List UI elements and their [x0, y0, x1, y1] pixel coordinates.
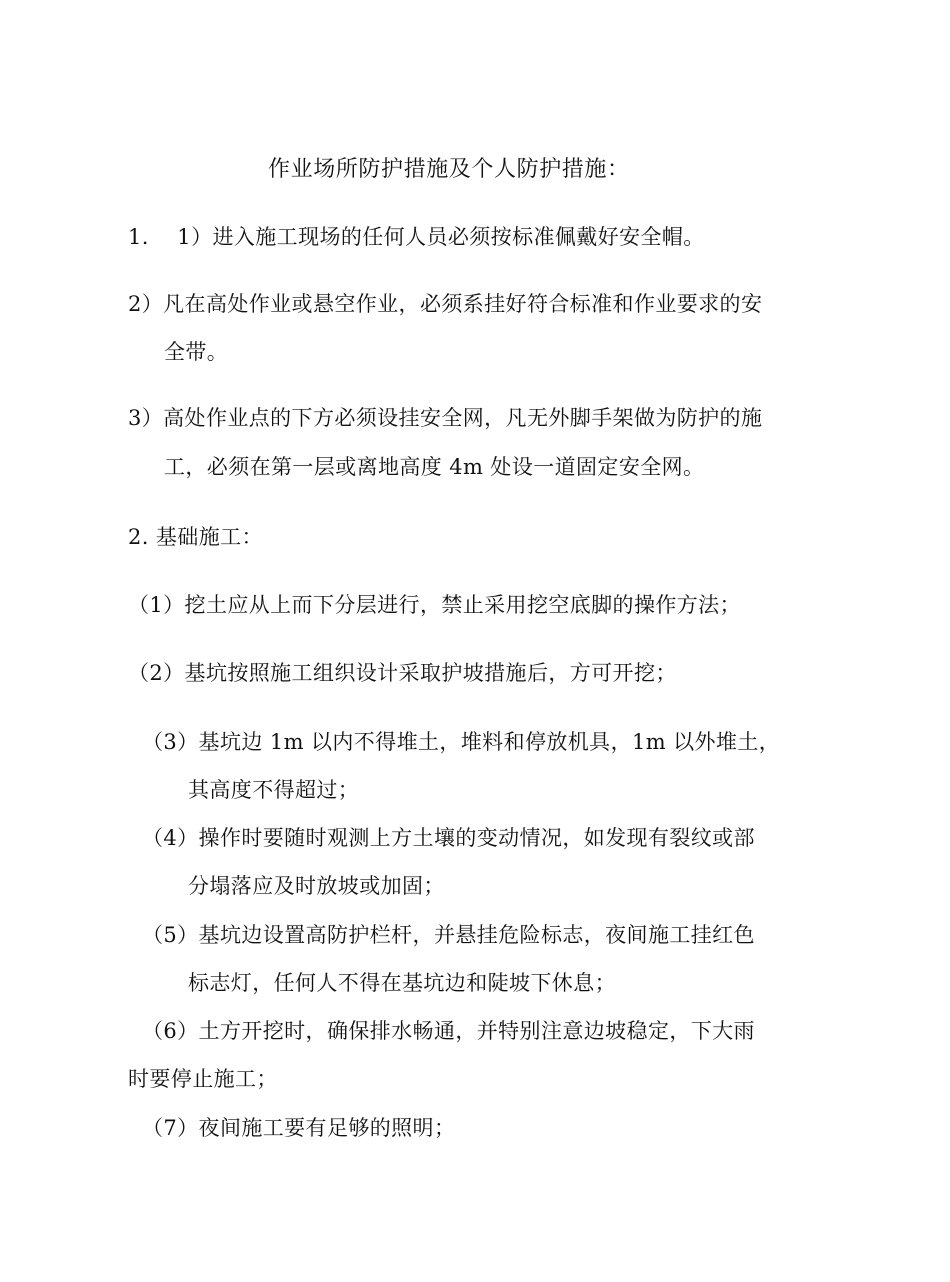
- section2-item6-line1: （6）土方开挖时，确保排水畅通，并特别注意边坡稳定，下大雨: [142, 1019, 755, 1043]
- section2-item3-line1: （3）基坑边 1m 以内不得堆土，堆料和停放机具，1m 以外堆土，: [142, 730, 781, 754]
- section2-item5-line1: （5）基坑边设置高防护栏杆，并悬挂危险标志，夜间施工挂红色: [142, 923, 755, 947]
- section2-item6-line2: 时要停止施工；: [128, 1067, 278, 1091]
- section2-item3-line2: 其高度不得超过；: [188, 778, 360, 802]
- section2-item1: （1）挖土应从上而下分层进行，禁止采用挖空底脚的操作方法；: [128, 593, 741, 617]
- section1-item2-line1: 2）凡在高处作业或悬空作业，必须系挂好符合标准和作业要求的安: [128, 292, 763, 316]
- section2-heading: 2. 基础施工：: [128, 525, 263, 549]
- section2-item4-line2: 分塌落应及时放坡或加固；: [188, 874, 445, 898]
- section1-item1: 1. 1）进入施工现场的任何人员必须按标准佩戴好安全帽。: [128, 225, 705, 249]
- section2-item2: （2）基坑按照施工组织设计采取护坡措施后，方可开挖；: [128, 661, 677, 685]
- section2-item4-line1: （4）操作时要随时观测上方土壤的变动情况，如发现有裂纹或部: [142, 826, 755, 850]
- section1-item2-line2: 全带。: [164, 340, 229, 364]
- section1-item3-line2: 工，必须在第一层或离地高度 4m 处设一道固定安全网。: [164, 455, 705, 479]
- section2-item5-line2: 标志灯，任何人不得在基坑边和陡坡下休息；: [188, 971, 616, 995]
- section1-item3-line1: 3）高处作业点的下方必须设挂安全网，凡无外脚手架做为防护的施: [128, 406, 763, 430]
- document-title: 作业场所防护措施及个人防护措施：: [268, 157, 630, 182]
- section2-item7: （7）夜间施工要有足够的照明；: [142, 1116, 456, 1140]
